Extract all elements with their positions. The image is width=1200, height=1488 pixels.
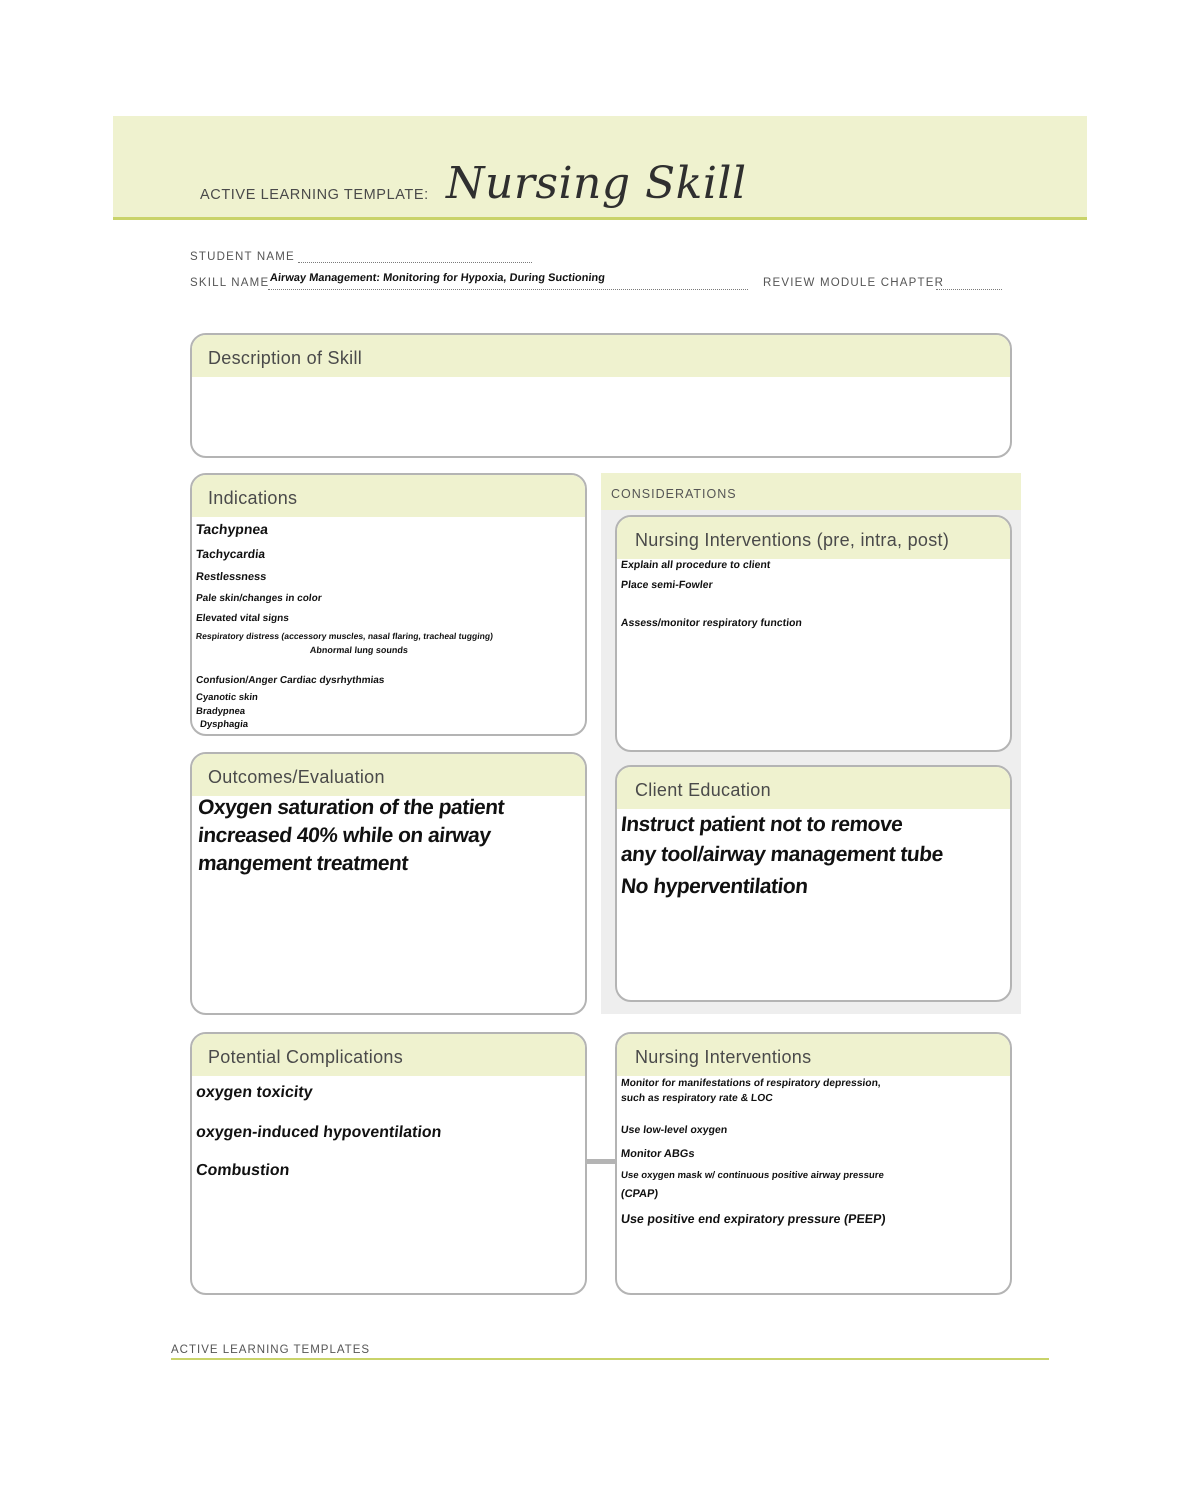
indication-item: Dysphagia [199, 719, 249, 730]
intervention-item: (CPAP) [620, 1188, 659, 1200]
intervention-item: Monitor ABGs [620, 1148, 696, 1160]
indication-item: Elevated vital signs [195, 613, 290, 624]
indication-item: Restlessness [195, 571, 267, 583]
skill-name-field-line [268, 289, 748, 290]
intervention-item: Place semi-Fowler [620, 579, 714, 591]
complication-item: Combustion [195, 1162, 291, 1179]
nursing-interventions-box [615, 1032, 1012, 1295]
indication-item: Tachypnea [195, 521, 269, 537]
outcome-line: mangement treatment [196, 852, 410, 875]
review-module-field[interactable] [936, 289, 1002, 290]
indication-item: Tachycardia [195, 547, 266, 561]
description-heading: Description of Skill [192, 335, 1010, 377]
potential-complications-box [190, 1032, 587, 1295]
indication-item: Abnormal lung sounds [309, 645, 409, 655]
intervention-item: Explain all procedure to client [620, 559, 772, 571]
education-line: No hyperventilation [619, 875, 809, 898]
nursing-interventions-heading: Nursing Interventions [617, 1034, 1010, 1076]
skill-name-value[interactable]: Airway Management: Monitoring for Hypoxia, During Suctioning [269, 272, 606, 284]
student-name-field[interactable] [298, 262, 532, 263]
complication-item: oxygen-induced hypoventilation [195, 1124, 443, 1141]
outcome-line: increased 40% while on airway [196, 824, 492, 847]
connector-line [585, 1159, 617, 1164]
page-title: Nursing Skill [446, 158, 747, 209]
intervention-item: Assess/monitor respiratory function [620, 617, 803, 629]
considerations-heading: CONSIDERATIONS [601, 473, 1021, 510]
intervention-item: Use oxygen mask w/ continuous positive airway pressure [620, 1170, 885, 1181]
potential-complications-heading: Potential Complications [192, 1034, 585, 1076]
intervention-item: Monitor for manifestations of respiratory depression, [620, 1078, 882, 1089]
intervention-item: such as respiratory rate & LOC [620, 1093, 774, 1104]
skill-name-label: SKILL NAME [190, 277, 270, 289]
education-line: any tool/airway management tube [619, 843, 945, 866]
outcome-line: Oxygen saturation of the patient [196, 796, 506, 819]
intervention-item: Use positive end expiratory pressure (PEEP) [620, 1212, 887, 1226]
review-module-label: REVIEW MODULE CHAPTER [763, 277, 945, 289]
outcomes-heading: Outcomes/Evaluation [192, 754, 585, 796]
education-line: Instruct patient not to remove [619, 813, 904, 836]
indication-item: Confusion/Anger Cardiac dysrhythmias [195, 675, 385, 686]
template-label: ACTIVE LEARNING TEMPLATE: [200, 187, 429, 203]
indication-item: Cyanotic skin [195, 692, 259, 703]
intervention-item: Use low-level oxygen [620, 1124, 728, 1136]
client-education-heading: Client Education [617, 767, 1010, 809]
footer-label: ACTIVE LEARNING TEMPLATES [171, 1344, 371, 1356]
outcomes-box [190, 752, 587, 1015]
footer-divider [171, 1358, 1049, 1360]
indications-heading: Indications [192, 475, 585, 517]
student-name-label: STUDENT NAME [190, 251, 295, 263]
description-box [190, 333, 1012, 458]
client-education-box [615, 765, 1012, 1002]
complication-item: oxygen toxicity [195, 1084, 314, 1101]
indication-item: Respiratory distress (accessory muscles, nasal flaring, tracheal tugging) [195, 631, 494, 641]
nursing-interventions-pip-box [615, 515, 1012, 752]
indications-box [190, 473, 587, 736]
indication-item: Pale skin/changes in color [195, 593, 323, 604]
nursing-interventions-pip-heading: Nursing Interventions (pre, intra, post) [617, 517, 1010, 559]
indication-item: Bradypnea [195, 706, 246, 717]
